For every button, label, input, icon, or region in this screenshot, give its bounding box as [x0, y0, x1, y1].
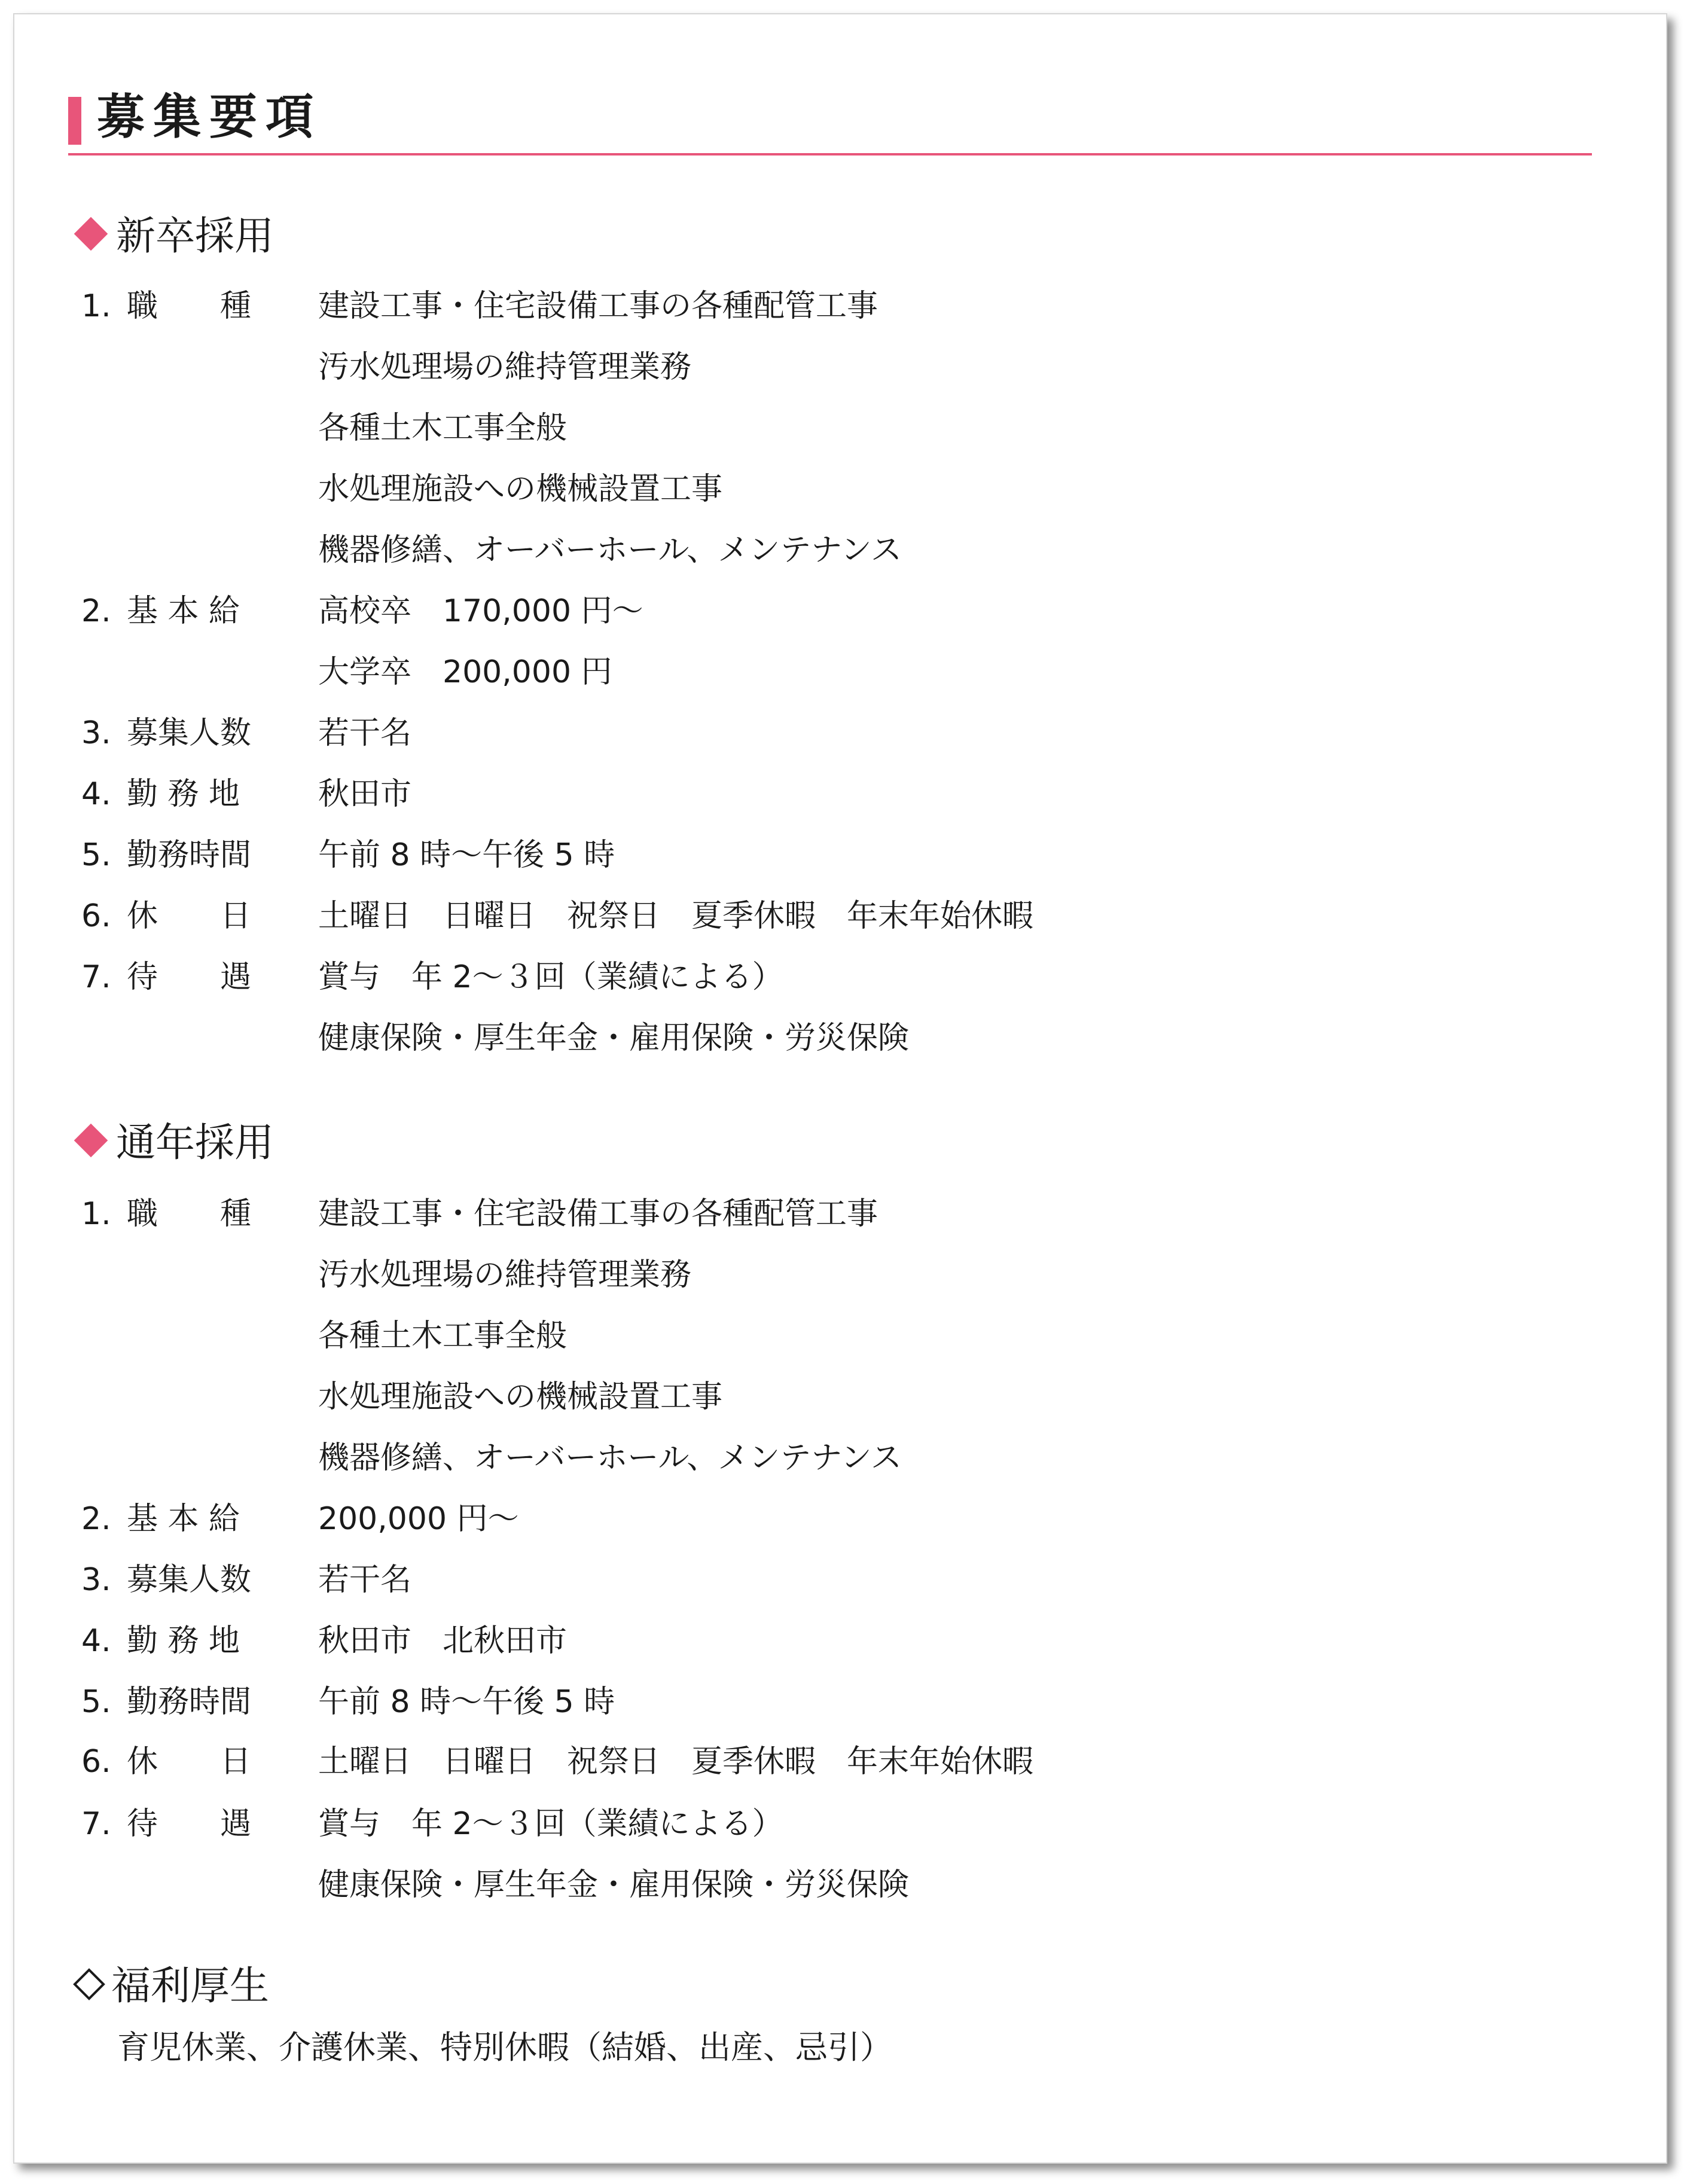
item-label: 基 本 給	[127, 1501, 240, 1537]
item-number: 4.	[81, 1623, 111, 1659]
item-label: 基 本 給	[127, 593, 240, 629]
diamond-outline-icon	[73, 1968, 105, 2000]
item-number: 7.	[81, 959, 111, 995]
item-value: 秋田市 北秋田市	[318, 1623, 568, 1659]
item-number: 1.	[81, 1196, 111, 1232]
item-value: 建設工事・住宅設備工事の各種配管工事	[318, 1196, 878, 1232]
diamond-icon	[74, 217, 108, 251]
welfare-description: 育児休業、介護休業、特別休暇（結婚、出産、忌引）	[117, 2029, 892, 2066]
item-value: 各種土木工事全般	[318, 410, 568, 446]
item-value: 機器修繕、オーバーホール、メンテナンス	[318, 1440, 902, 1476]
item-value: 200,000 円～	[318, 1501, 519, 1537]
item-label: 職 種	[127, 1196, 252, 1232]
item-number: 5.	[81, 1684, 111, 1720]
item-value: 若干名	[318, 715, 412, 751]
item-value: 機器修繕、オーバーホール、メンテナンス	[318, 532, 902, 568]
item-value: 汚水処理場の維持管理業務	[318, 1257, 692, 1293]
item-number: 2.	[81, 1501, 111, 1537]
item-number: 3.	[81, 715, 111, 751]
item-value: 建設工事・住宅設備工事の各種配管工事	[318, 288, 878, 324]
item-value: 水処理施設への機械設置工事	[318, 1379, 723, 1415]
diamond-icon	[74, 1124, 108, 1158]
item-number: 1.	[81, 288, 111, 324]
item-label: 待 遇	[127, 959, 252, 995]
item-value: 賞与 年 2～３回（業績による）	[318, 1806, 783, 1842]
item-label: 休 日	[127, 898, 252, 934]
item-value: 大学卒 200,000 円	[318, 654, 612, 690]
item-number: 6.	[81, 1744, 111, 1780]
item-number: 7.	[81, 1806, 111, 1842]
section-heading-text: 新卒採用	[116, 213, 274, 259]
item-label: 休 日	[127, 1744, 252, 1780]
section-heading-new-graduate	[71, 209, 274, 263]
item-value: 午前 8 時～午後 5 時	[318, 837, 615, 873]
title-underline	[68, 153, 1592, 155]
item-value: 土曜日 日曜日 祝祭日 夏季休暇 年末年始休暇	[318, 898, 1034, 934]
item-label: 募集人数	[127, 715, 252, 751]
item-label: 募集人数	[127, 1562, 252, 1598]
item-value: 高校卒 170,000 円～	[318, 593, 643, 629]
item-value: 各種土木工事全般	[318, 1318, 568, 1354]
item-label: 勤 務 地	[127, 1623, 240, 1659]
item-number: 5.	[81, 837, 111, 873]
section-heading-text: 通年採用	[116, 1120, 274, 1166]
item-label: 待 遇	[127, 1806, 252, 1842]
item-value: 賞与 年 2～３回（業績による）	[318, 959, 783, 995]
page-title	[68, 84, 322, 151]
item-value: 汚水処理場の維持管理業務	[318, 349, 692, 385]
section-heading-text: 福利厚生	[111, 1963, 269, 2009]
item-value: 水処理施設への機械設置工事	[318, 471, 723, 507]
section-heading-year-round	[71, 1116, 274, 1170]
item-label: 勤務時間	[127, 1684, 252, 1720]
item-number: 4.	[81, 776, 111, 812]
item-label: 勤務時間	[127, 837, 252, 873]
item-label: 勤 務 地	[127, 776, 240, 812]
item-value: 若干名	[318, 1562, 412, 1598]
item-value: 午前 8 時～午後 5 時	[318, 1684, 615, 1720]
title-accent-bar	[68, 97, 81, 145]
item-label: 職 種	[127, 288, 252, 324]
item-value: 秋田市	[318, 776, 412, 812]
page-title-text: 募集要項	[97, 89, 322, 145]
item-number: 6.	[81, 898, 111, 934]
item-number: 2.	[81, 593, 111, 629]
item-value: 健康保険・厚生年金・雇用保険・労災保険	[318, 1867, 910, 1903]
section-heading-welfare	[71, 1959, 269, 2013]
item-value: 健康保険・厚生年金・雇用保険・労災保険	[318, 1020, 910, 1056]
item-value: 土曜日 日曜日 祝祭日 夏季休暇 年末年始休暇	[318, 1744, 1034, 1780]
item-number: 3.	[81, 1562, 111, 1598]
